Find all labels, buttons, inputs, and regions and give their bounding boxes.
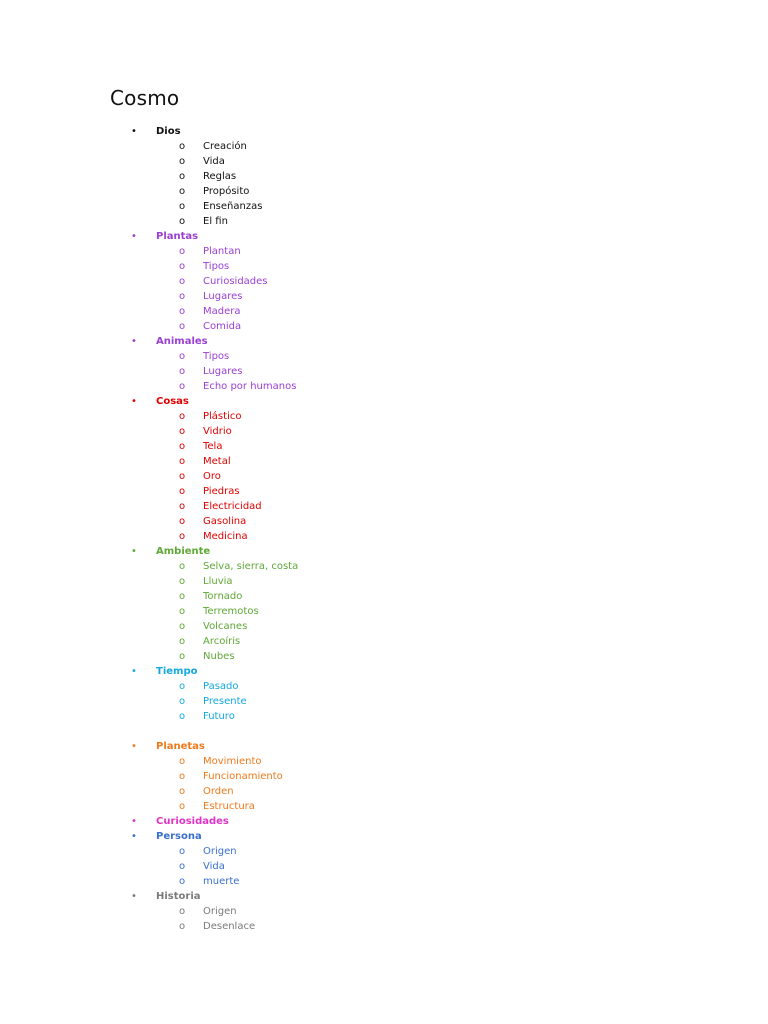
section-label: Planetas [156,741,205,752]
item-label: Propósito [203,186,250,197]
circle-bullet-icon: o [178,186,186,197]
circle-bullet-icon: o [178,156,186,167]
circle-bullet-icon: o [178,876,186,887]
circle-bullet-icon: o [178,561,186,572]
item-label: Movimiento [203,756,262,767]
item-label: Orden [203,786,234,797]
item-label: Desenlace [203,921,256,932]
item-label: Electricidad [203,501,262,512]
bullet-icon: • [131,396,137,407]
circle-bullet-icon: o [178,531,186,542]
bullet-icon: • [131,741,137,752]
item-label: Origen [203,906,237,917]
circle-bullet-icon: o [178,381,186,392]
bullet-icon: • [131,831,137,842]
section-label: Dios [156,126,181,137]
item-label: Echo por humanos [203,381,297,392]
circle-bullet-icon: o [178,456,186,467]
section-label: Curiosidades [156,816,229,827]
item-label: Nubes [203,651,235,662]
circle-bullet-icon: o [178,411,186,422]
circle-bullet-icon: o [178,171,186,182]
item-label: Enseñanzas [203,201,263,212]
section-label: Persona [156,831,202,842]
section-label: Animales [156,336,208,347]
section-label: Historia [156,891,201,902]
item-label: Comida [203,321,242,332]
circle-bullet-icon: o [178,321,186,332]
item-label: Tela [203,441,223,452]
circle-bullet-icon: o [178,141,186,152]
item-label: muerte [203,876,240,887]
circle-bullet-icon: o [178,636,186,647]
item-label: Selva, sierra, costa [203,561,299,572]
item-label: Lugares [203,291,243,302]
bullet-icon: • [131,891,137,902]
circle-bullet-icon: o [178,921,186,932]
item-label: Estructura [203,801,255,812]
item-label: Funcionamiento [203,771,283,782]
circle-bullet-icon: o [178,681,186,692]
item-label: Metal [203,456,231,467]
item-label: Arcoíris [203,636,241,647]
bullet-icon: • [131,231,137,242]
item-label: Volcanes [203,621,248,632]
circle-bullet-icon: o [178,471,186,482]
circle-bullet-icon: o [178,651,186,662]
item-label: Plástico [203,411,242,422]
item-label: Vida [203,156,225,167]
circle-bullet-icon: o [178,441,186,452]
page-title: Cosmo [110,86,180,110]
circle-bullet-icon: o [178,201,186,212]
item-label: Pasado [203,681,239,692]
bullet-icon: • [131,816,137,827]
item-label: Tornado [203,591,243,602]
item-label: Oro [203,471,221,482]
circle-bullet-icon: o [178,366,186,377]
bullet-icon: • [131,666,137,677]
item-label: Lugares [203,366,243,377]
item-label: Tipos [203,261,230,272]
item-label: Piedras [203,486,240,497]
circle-bullet-icon: o [178,756,186,767]
item-label: Reglas [203,171,237,182]
circle-bullet-icon: o [178,351,186,362]
circle-bullet-icon: o [178,861,186,872]
item-label: Madera [203,306,241,317]
circle-bullet-icon: o [178,276,186,287]
circle-bullet-icon: o [178,576,186,587]
item-label: Vida [203,861,225,872]
item-label: Futuro [203,711,235,722]
circle-bullet-icon: o [178,711,186,722]
circle-bullet-icon: o [178,621,186,632]
circle-bullet-icon: o [178,801,186,812]
circle-bullet-icon: o [178,261,186,272]
circle-bullet-icon: o [178,486,186,497]
circle-bullet-icon: o [178,786,186,797]
section-label: Plantas [156,231,199,242]
item-label: Medicina [203,531,248,542]
item-label: Presente [203,696,247,707]
item-label: Creación [203,141,247,152]
bullet-icon: • [131,126,137,137]
circle-bullet-icon: o [178,306,186,317]
circle-bullet-icon: o [178,291,186,302]
item-label: El fin [203,216,228,227]
section-label: Tiempo [156,666,198,677]
circle-bullet-icon: o [178,246,186,257]
circle-bullet-icon: o [178,606,186,617]
circle-bullet-icon: o [178,426,186,437]
item-label: Terremotos [203,606,259,617]
circle-bullet-icon: o [178,591,186,602]
item-label: Gasolina [203,516,247,527]
bullet-icon: • [131,546,137,557]
section-label: Ambiente [156,546,211,557]
circle-bullet-icon: o [178,771,186,782]
circle-bullet-icon: o [178,516,186,527]
item-label: Vidrio [203,426,232,437]
section-label: Cosas [156,396,189,407]
item-label: Tipos [203,351,230,362]
circle-bullet-icon: o [178,846,186,857]
circle-bullet-icon: o [178,696,186,707]
circle-bullet-icon: o [178,906,186,917]
item-label: Origen [203,846,237,857]
item-label: Curiosidades [203,276,268,287]
circle-bullet-icon: o [178,216,186,227]
item-label: Plantan [203,246,241,257]
item-label: Lluvia [203,576,233,587]
circle-bullet-icon: o [178,501,186,512]
bullet-icon: • [131,336,137,347]
